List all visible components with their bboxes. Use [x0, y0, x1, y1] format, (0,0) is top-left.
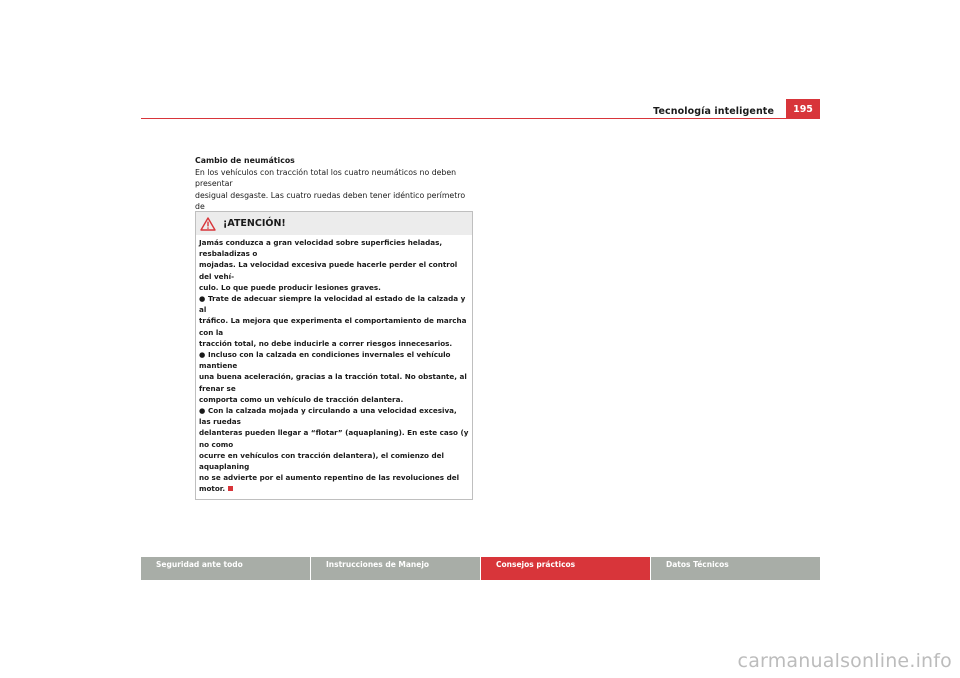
warning-line: Trate de adecuar siempre la velocidad al estado de la calzada y al [199, 294, 466, 315]
warning-line: tracción total, no debe inducirle a correr riesgos innecesarios. [199, 338, 453, 348]
warning-body [196, 235, 472, 499]
warning-line: Jamás conduzca a gran velocidad sobre superficies heladas, resbaladizas o [199, 238, 443, 259]
warning-line: una buena aceleración, gracias a la tracción total. No obstante, al frenar se [199, 372, 467, 393]
warning-bullet [199, 405, 469, 495]
warning-line: Incluso con la calzada en condiciones invernales el vehículo mantiene [199, 350, 451, 371]
warning-line: no se advierte por el aumento repentino de las revoluciones del motor. [199, 473, 460, 494]
warning-line: mojadas. La velocidad excesiva puede hacerle perder el control del vehí- [199, 260, 458, 281]
warning-box [195, 211, 473, 500]
footer-nav [141, 557, 820, 580]
warning-title: ¡ATENCIÓN! [223, 218, 286, 229]
footer-tab-seguridad[interactable]: Seguridad ante todo [141, 557, 310, 580]
warning-bullet [199, 293, 469, 349]
warning-bullet [199, 349, 469, 405]
warning-line: comporta como un vehículo de tracción delantera. [199, 394, 404, 404]
bullet-icon: ● [199, 350, 206, 360]
end-marker-icon [228, 486, 233, 491]
warning-intro [199, 237, 469, 293]
body-line: En los vehículos con tracción total los cuatro neumáticos no deben presentar [195, 168, 457, 189]
warning-line: delanteras pueden llegar a “flotar” (aquaplaning). En este caso (y no como [199, 428, 469, 449]
section-title: Cambio de neumáticos [195, 156, 295, 165]
warning-line: ocurre en vehículos con tracción delantera), el comienzo del aquaplaning [199, 450, 444, 472]
footer-tab-datos[interactable]: Datos Técnicos [651, 557, 820, 580]
warning-triangle-icon [200, 217, 216, 231]
bullet-icon: ● [199, 406, 206, 416]
header-rule [141, 118, 820, 119]
watermark: carmanualsonline.info [737, 650, 952, 672]
page-number: 195 [786, 99, 820, 119]
footer-tab-consejos[interactable]: Consejos prácticos [481, 557, 650, 580]
warning-line: culo. Lo que puede producir lesiones graves. [199, 282, 381, 292]
warning-line: Con la calzada mojada y circulando a una velocidad excesiva, las ruedas [199, 406, 457, 427]
chapter-title: Tecnología inteligente [653, 106, 774, 117]
warning-header [196, 212, 472, 235]
bullet-icon: ● [199, 294, 206, 304]
footer-tab-instrucciones[interactable]: Instrucciones de Manejo [311, 557, 480, 580]
body-line: desigual desgaste. Las cuatro ruedas deben tener idéntico perímetro de [195, 190, 466, 211]
warning-line: tráfico. La mejora que experimenta el comportamiento de marcha con la [199, 316, 467, 337]
